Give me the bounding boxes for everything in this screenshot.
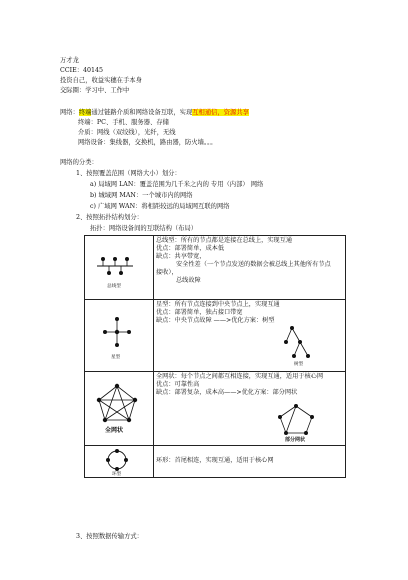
topology-intro: 拓扑：网络设备间的互联结构（布局）	[90, 225, 198, 232]
mesh-text-cell	[154, 372, 346, 446]
star-con: 缺点：中央节点故障 ——>优化方案：树型	[156, 317, 275, 325]
class-item-3: 3、按照数据传输方式：	[76, 533, 143, 540]
star-figure-cell	[85, 300, 154, 372]
class-item-1: 1、按照覆盖范围（网络大小）划分：	[76, 170, 181, 177]
star-pro: 优点：部署简单，独占接口带宽	[156, 309, 243, 317]
bus-con-receive: 接收），	[156, 269, 178, 277]
ring-desc: 环形：首尾相连，实现互通，适用于核心网	[156, 457, 274, 465]
table-row	[85, 446, 346, 478]
man-line: b) 城域网 MAN：一个城市内的网络	[90, 192, 193, 199]
mesh-desc: 全网状：每个节点之间都互相连接，实现互通，适用于核心网	[156, 373, 324, 380]
star-desc: 星型：所有节点连接到中央节点上，实现互通	[156, 301, 280, 308]
star-caption: 星型	[111, 355, 121, 360]
bus-figure-cell	[85, 236, 154, 300]
table-row	[85, 300, 346, 372]
communication-highlight: 互相通信，资源共享	[192, 109, 249, 116]
mesh-figure-cell	[85, 372, 154, 446]
circle-line: 交际圈：学习中、工作中	[60, 87, 130, 94]
mesh-con: 缺点：部署复杂，成本高——>优化方案：部分网状	[156, 389, 298, 397]
author-name: 万才龙	[60, 57, 79, 64]
bus-caption: 总线型	[107, 284, 121, 289]
ring-caption: 环型	[112, 472, 122, 477]
lan-line: a) 局域网 LAN：覆盖范围为几千米之内的 专用（内部） 网络	[90, 181, 264, 188]
terminal-highlight: 终端	[78, 109, 92, 116]
bus-con: 缺点：共享带宽，	[156, 253, 206, 261]
full-mesh-caption: 全网状	[105, 427, 124, 434]
star-topology-diagram	[85, 300, 149, 372]
medium-line: 介质：网线（双绞线），光纤，无线	[78, 129, 176, 136]
star-text-cell	[154, 300, 346, 372]
bus-text-cell	[154, 236, 346, 300]
network-middle: 通过链路介质和网络设备互联，实现	[91, 109, 193, 116]
topology-table	[84, 235, 346, 478]
class-item-2: 2、按照拓扑结构划分：	[76, 214, 143, 221]
bus-pro: 优点：部署简单，成本低	[156, 245, 225, 253]
bus-con-fault: 总线故障	[176, 277, 201, 285]
bus-desc: 总线型：所有的节点都是连接在总线上，实现互通	[156, 237, 293, 244]
classification-title: 网络的分类：	[60, 159, 98, 166]
terminal-line: 终端：PC、手机、服务器、存储	[78, 119, 169, 126]
tree-caption: 树型	[294, 362, 304, 367]
table-row	[85, 372, 346, 446]
mesh-pro: 优点：可靠性高	[156, 381, 200, 389]
ring-figure-cell	[85, 446, 154, 478]
invest-line: 投资自己，收益实穗在手本身	[60, 77, 142, 84]
network-definition	[60, 109, 249, 117]
devices-line: 网络设备：集线器，交换机，路由器，防火墙。。。	[78, 139, 217, 146]
table-row	[85, 236, 346, 300]
ccie-number: CCIE：40145	[60, 67, 104, 74]
network-label: 网络：	[60, 109, 79, 116]
full-mesh-diagram	[85, 372, 149, 446]
partial-mesh-caption: 部分网状	[285, 437, 306, 443]
bus-topology-diagram	[85, 236, 149, 300]
bus-con-security: 安全性差（一个节点发送的数据会被总线上其他所有节点	[176, 261, 331, 269]
wan-line: c) 广域网 WAN：将相距较远的局域网互联的网络	[90, 203, 230, 210]
ring-text-cell	[154, 446, 346, 478]
